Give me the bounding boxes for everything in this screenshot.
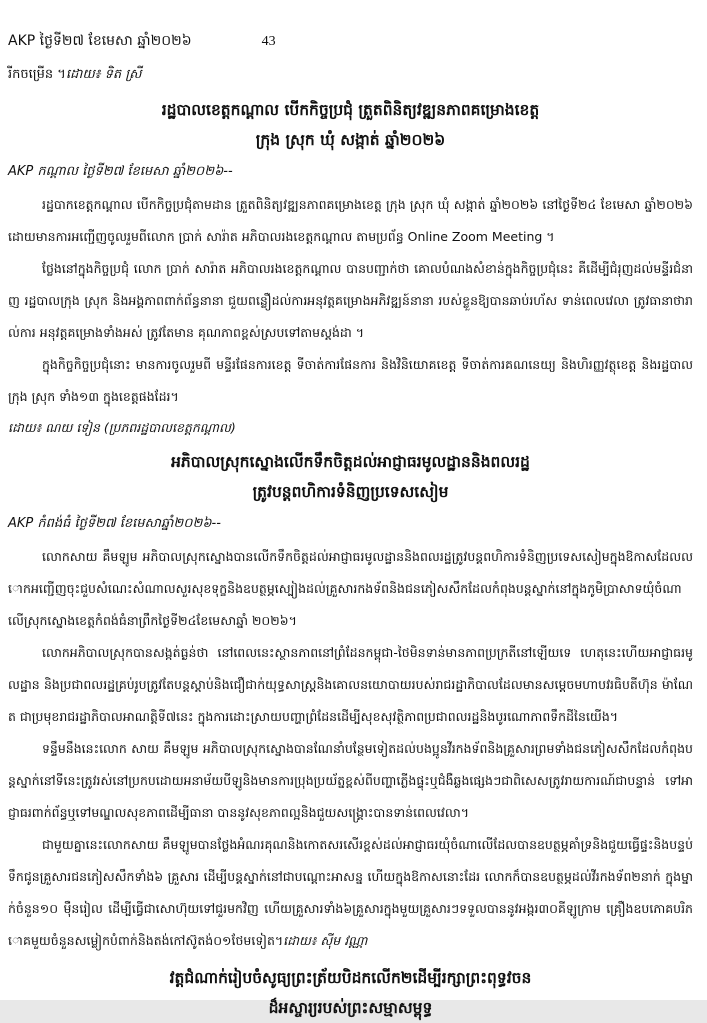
article1-dateline: AKP កណ្ដាល ថ្ងៃទី២៧ ខែមេសា ឆ្នាំ២០២៦-- [8, 164, 233, 179]
continuation-byline: ដោយ៖ ទិត ស្រី [65, 67, 142, 82]
article2-headline-line2: ត្រូវបន្តពហិការទំនិញប្រទេសសៀម [252, 483, 449, 501]
continuation-line [8, 63, 693, 87]
continuation-text: រីកចម្រើន ។ [8, 67, 66, 82]
article2-paragraph-text: ជាមួយគ្នានេះលោកសាយ គឹមឡូមបានថ្លែងអំណរគុណនិងកោតសរសើរខ្ពស់ដល់អាជ្ញាធរយុំចំណាលើដែលបានឧបត្ថម្ភគាំទ្រនិងជួយធ្វើផ្ទះនិងបន្ទប់ទឹកជូនគ្រួសារជនភៀសសឹកទាំង៦ គ្រួសារ ដើម្បីបន្តស្នាក់នៅជាបណ្ដោះអាសន្ន ហើយក្នុងឱកាសនោះដែរ លោកក៏បានឧបត្ថម្ភដល់វីរកងទ័ព២នាក់ ក្នុងម្នាក់ចំនួន១០ ម៉ឺនរៀល ដើម្បីធ្វើជាសោហ៊ុយទៅជួរមកវិញ ហើយគ្រួសារទាំង៦គ្រួសារក្នុងមួយគ្រួសារៗទទួលបាននូវអង្ករ៣០គីឡូក្រាម គ្រឿងឧបភោគបរិភោគមួយចំនួនសម្លៀកបំពាក់និងតង់កៅស៊ូតង់០១ថែមទៀត។ [8, 837, 694, 948]
article3-headline [8, 963, 693, 1023]
page-number: 43 [261, 34, 276, 49]
article1-byline: ដោយ៖ ណយ ទៀន (ប្រភពរដ្ឋបាលខេត្តកណ្ដាល) [8, 420, 236, 435]
article2-paragraph [8, 829, 693, 957]
article2-paragraph: ទន្ទឹមនឹងនេះលោក សាយ គឹមឡូម អភិបាលស្រុកស្នោងបានណែនាំបន្ថែមទៀតដល់បងប្អូនវីរកងទ័ពនិងគ្រួសារព្រមទាំងជនភៀសសឹកដែលកំពុងបន្តស្នាក់នៅទីនេះត្រូវរស់នៅប្រកបដោយអនាម័យបីឡូនិងមានការប្រុងប្រយ័ត្នខ្ពស់ពីបញ្ហាភ្លើងផ្ទុះឬជំងឺឆ្លងផ្សេងៗជាពិសេសត្រូវរាយការណ៍ជាបន្ទាន់ ទៅអាជ្ញាធរពាក់ព័ន្ធឬទៅមណ្ឌលសុខភាពដើម្បីធានា បាននូវសុខភាពល្អនិងជួយសង្គ្រោះបានទាន់ពេលវេលា។ [8, 741, 693, 820]
article2-headline-line1: អភិបាលស្រុកស្នោងលើកទឹកចិត្តដល់អាជ្ញាធរមូលដ្ឋាននិងពលរដ្ឋ [171, 453, 530, 471]
article1-headline-line2: ក្រុង ស្រុក ឃុំ សង្កាត់ ឆ្នាំ២០២៦ [255, 131, 446, 149]
article1-headline-line1: រដ្ឋបាលខេត្តកណ្ដាល បើកកិច្ចប្រជុំ ត្រួតពិនិត្យវឌ្ឍនភាពគម្រោងខេត្ត [161, 101, 540, 119]
article3-headline-line2: ដ៏អស្ចារ្យរបស់ព្រះសម្មាសម្ពុទ្ធ [268, 999, 433, 1017]
article2-paragraph: លោកអភិបាលស្រុកបានសង្កត់ធ្ងន់ថា នៅពេលនេះស្ថានភាពនៅព្រំដែនកម្ពុជា-ថៃមិនទាន់មានភាពប្រក្រតីនៅឡើយទេ ហេតុនេះហើយអាជ្ញាធរមូលដ្ឋាន និងប្រជាពលរដ្ឋគ្រប់រូបត្រូវតែបន្តស្តាប់និងជឿជាក់យុទ្ធសាស្ត្រនិងគោលនយោបាយរបស់រាជរដ្ឋាភិបាលដែលមានសម្តេចមហាបវរធិបតីហ៊ុន ម៉ាណែត ជាប្រមុខរាជរដ្ឋាភិបាលអាណត្តិទី៧នេះ ក្នុងការដោះស្រាយបញ្ហាព្រំដែនដើម្បីសុខសុវត្ថិភាពប្រជាពលរដ្ឋនិងបូរណោភាពទឹកដីនៃយើង។ [8, 645, 693, 724]
article2-dateline: AKP កំពង់ធំ ថ្ងៃទី២៧ ខែមេសាឆ្នាំ២០២៦-- [8, 516, 221, 531]
article2-byline: ដោយ៖ ស៊ីម វណ្ណា [283, 933, 368, 948]
article2-paragraph: លោកសាយ គឹមឡូម អភិបាលស្រុកស្នោងបានលើកទឹកចិត្តដល់អាជ្ញាធរមូលដ្ឋាននិងពលរដ្ឋត្រូវបន្តពហិការទំនិញប្រទេសសៀមក្នុងឱកាសដែលលោកអញ្ជើញចុះជួបសំណេះសំណាលសួរសុខទុក្ខនិងឧបត្ថម្ភស្បៀងដល់គ្រួសារកងទ័ពនិងជនភៀសសឹកដែលកំពុងបន្តស្នាក់នៅក្នុងភូមិប្រាសាទយុំចំណាលើស្រុកស្នោងខេត្តកំពង់ធំនាព្រឹកថ្ងៃទី២៤ខែមេសាឆ្នាំ ២០២៦។ [8, 549, 693, 628]
article1-paragraph: រដ្ឋបាកខេត្តកណ្ដាល បើកកិច្ចប្រជុំតាមដាន ត្រួតពិនិត្យវឌ្ឍនភាពគម្រោងខេត្ត ក្រុង ស្រុក ឃុំ សង្កាត់ ឆ្នាំ២០២៦ នៅថ្ងៃទី២៤ ខែមេសា ឆ្នាំ២០២៦ ដោយមានការអញ្ជើញចូលរួមពីលោក ប្រាក់ សារ៉ាត អភិបាលរងខេត្តកណ្ដាល តាមប្រព័ន្ធ Online Zoom Meeting ។ [8, 197, 693, 244]
issue-date-line: AKP ថ្ងៃទី២៧ ខែមេសា ឆ្នាំ២០២៦ [8, 33, 192, 49]
article1-paragraph: ក្នុងកិច្ចកិច្ចប្រជុំនោះ មានការចូលរួមពី មន្ទីរផែនការខេត្ត ទីចាត់ការផែនការ និងវិនិយោគខេត្ត ទីចាត់ការគណនេយ្យ និងហិរញ្ញវត្ថុខេត្ត និងរដ្ឋបាលក្រុង ស្រុក ទាំង១៣ ក្នុងខេត្តផងដែរ។ [8, 357, 693, 404]
article3-headline-line1: វត្តជំណាក់រៀបចំសូធ្យព្រះត្រ័យបិដកលើក២ដើម្បីរក្សាព្រះពុទ្ធវចន [169, 969, 532, 987]
article1-paragraph: ថ្លែងនៅក្នុងកិច្ចប្រជុំ លោក ប្រាក់ សារ៉ាត អភិបាលរងខេត្តកណ្ដាល បានបញ្ជាក់ថា គោលបំណងសំខាន់ក្នុងកិច្ចប្រជុំនេះ គឺដើម្បីជំរុញដល់មន្ទីរជំនាញ រដ្ឋបាលក្រុង ស្រុក និងអង្គភាពពាក់ព័ន្ធនានា ជួយពន្លឿដល់ការអនុវត្តគម្រោងអភិវឌ្ឍន៍នានា របស់ខ្លួនឱ្យបានឆាប់រហ័ស ទាន់ពេលវេលា ត្រូវធានាថារាល់ការ អនុវត្តគម្រោងទាំងអស់ ត្រូវតែមាន គុណភាពខ្ពស់ស្របទៅតាមស្តង់ដា ។ [8, 261, 693, 340]
article1-headline [8, 95, 693, 155]
article2-headline [8, 447, 693, 507]
page-header [8, 30, 693, 53]
